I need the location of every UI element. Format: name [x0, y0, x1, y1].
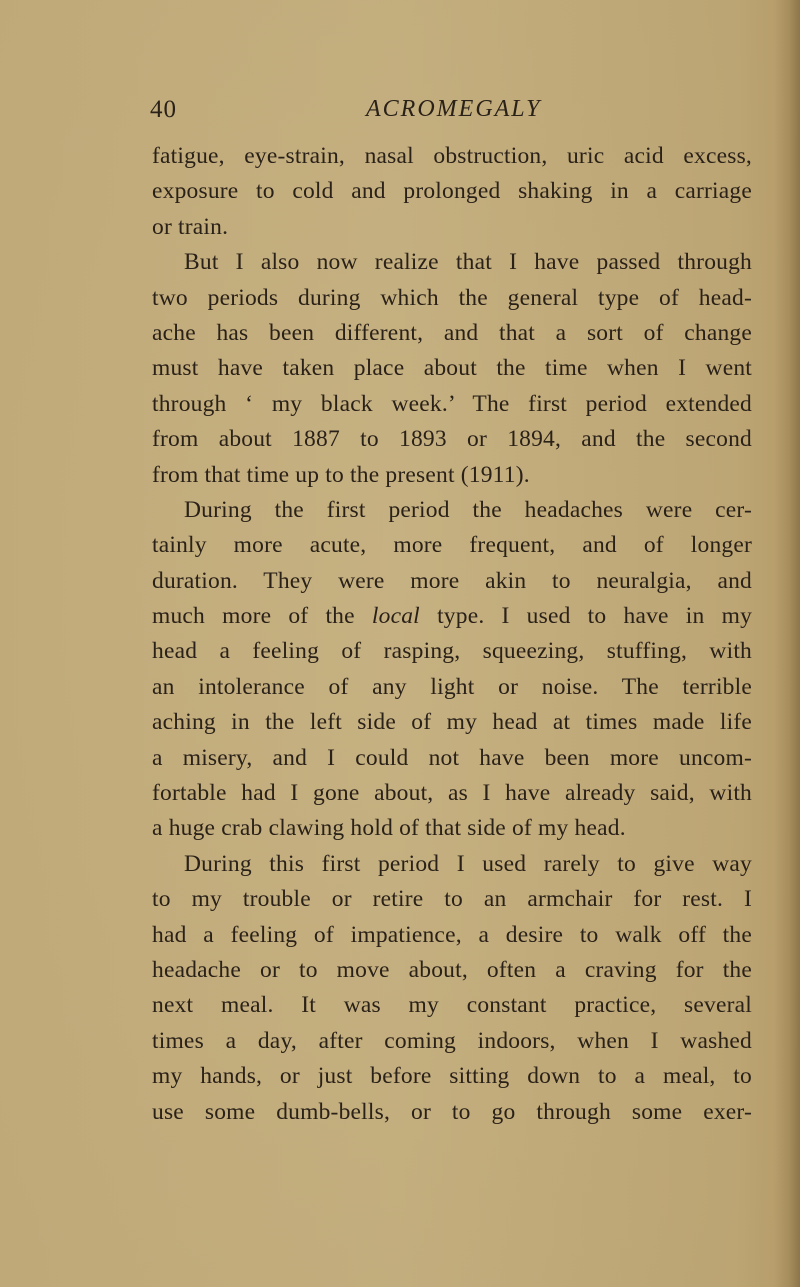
text-line: an intolerance of any light or noise. The terrible [152, 673, 752, 700]
text-line: exposure to cold and prolonged shaking in a carriage [152, 178, 752, 205]
text-line: fatigue, eye-strain, nasal obstruction, uric acid excess, [152, 143, 752, 169]
text-line: head a feeling of rasping, squeezing, stuffing, with [152, 638, 752, 665]
text-fragment: much more of the [152, 603, 355, 630]
text-line: through ‘ my black week.’ The first period extended [152, 390, 752, 417]
text-line: fortable had I gone about, as I have already said, with [152, 780, 752, 807]
text-line: But I also now realize that I have passed through [184, 249, 752, 276]
text-line: must have taken place about the time when I went [152, 355, 752, 382]
text-line: two periods during which the general type of head- [152, 284, 752, 311]
text-line: times a day, after coming indoors, when I washed [152, 1027, 752, 1054]
text-line: ache has been different, and that a sort of change [152, 319, 752, 346]
text-line: duration. They were more akin to neuralgia, and [152, 567, 752, 594]
text-line: During the first period the headaches were cer- [184, 496, 752, 523]
text-line: my hands, or just before sitting down to a meal, to [152, 1063, 752, 1090]
running-head [0, 96, 800, 136]
italic-word-local: local [371, 603, 420, 630]
running-title: ACROMEGALY [366, 96, 542, 122]
text-line: had a feeling of impatience, a desire to walk off the [152, 921, 752, 948]
page-number: 40 [150, 96, 177, 123]
text-line: a misery, and I could not have been more uncom- [152, 744, 752, 771]
text-line: next meal. It was my constant practice, several [152, 992, 752, 1019]
text-line: headache or to move about, often a craving for the [152, 956, 752, 983]
text-line: use some dumb-bells, or to go through some exer- [152, 1098, 752, 1125]
text-line: from about 1887 to 1893 or 1894, and the second [152, 426, 752, 453]
text-line: tainly more acute, more frequent, and of longer [152, 532, 752, 559]
text-line: a huge crab clawing hold of that side of my head. [152, 815, 626, 842]
text-line-local [152, 599, 752, 634]
page-edge-shadow [774, 0, 800, 1287]
text-line: from that time up to the present (1911). [152, 461, 530, 488]
text-fragment: type. I used to have in my [437, 603, 753, 630]
text-line: or train. [152, 213, 229, 240]
text-line: aching in the left side of my head at times made life [152, 709, 752, 736]
text-line: to my trouble or retire to an armchair for rest. I [152, 886, 752, 913]
body-text [152, 139, 752, 1130]
text-line: During this first period I used rarely to give way [184, 850, 752, 877]
